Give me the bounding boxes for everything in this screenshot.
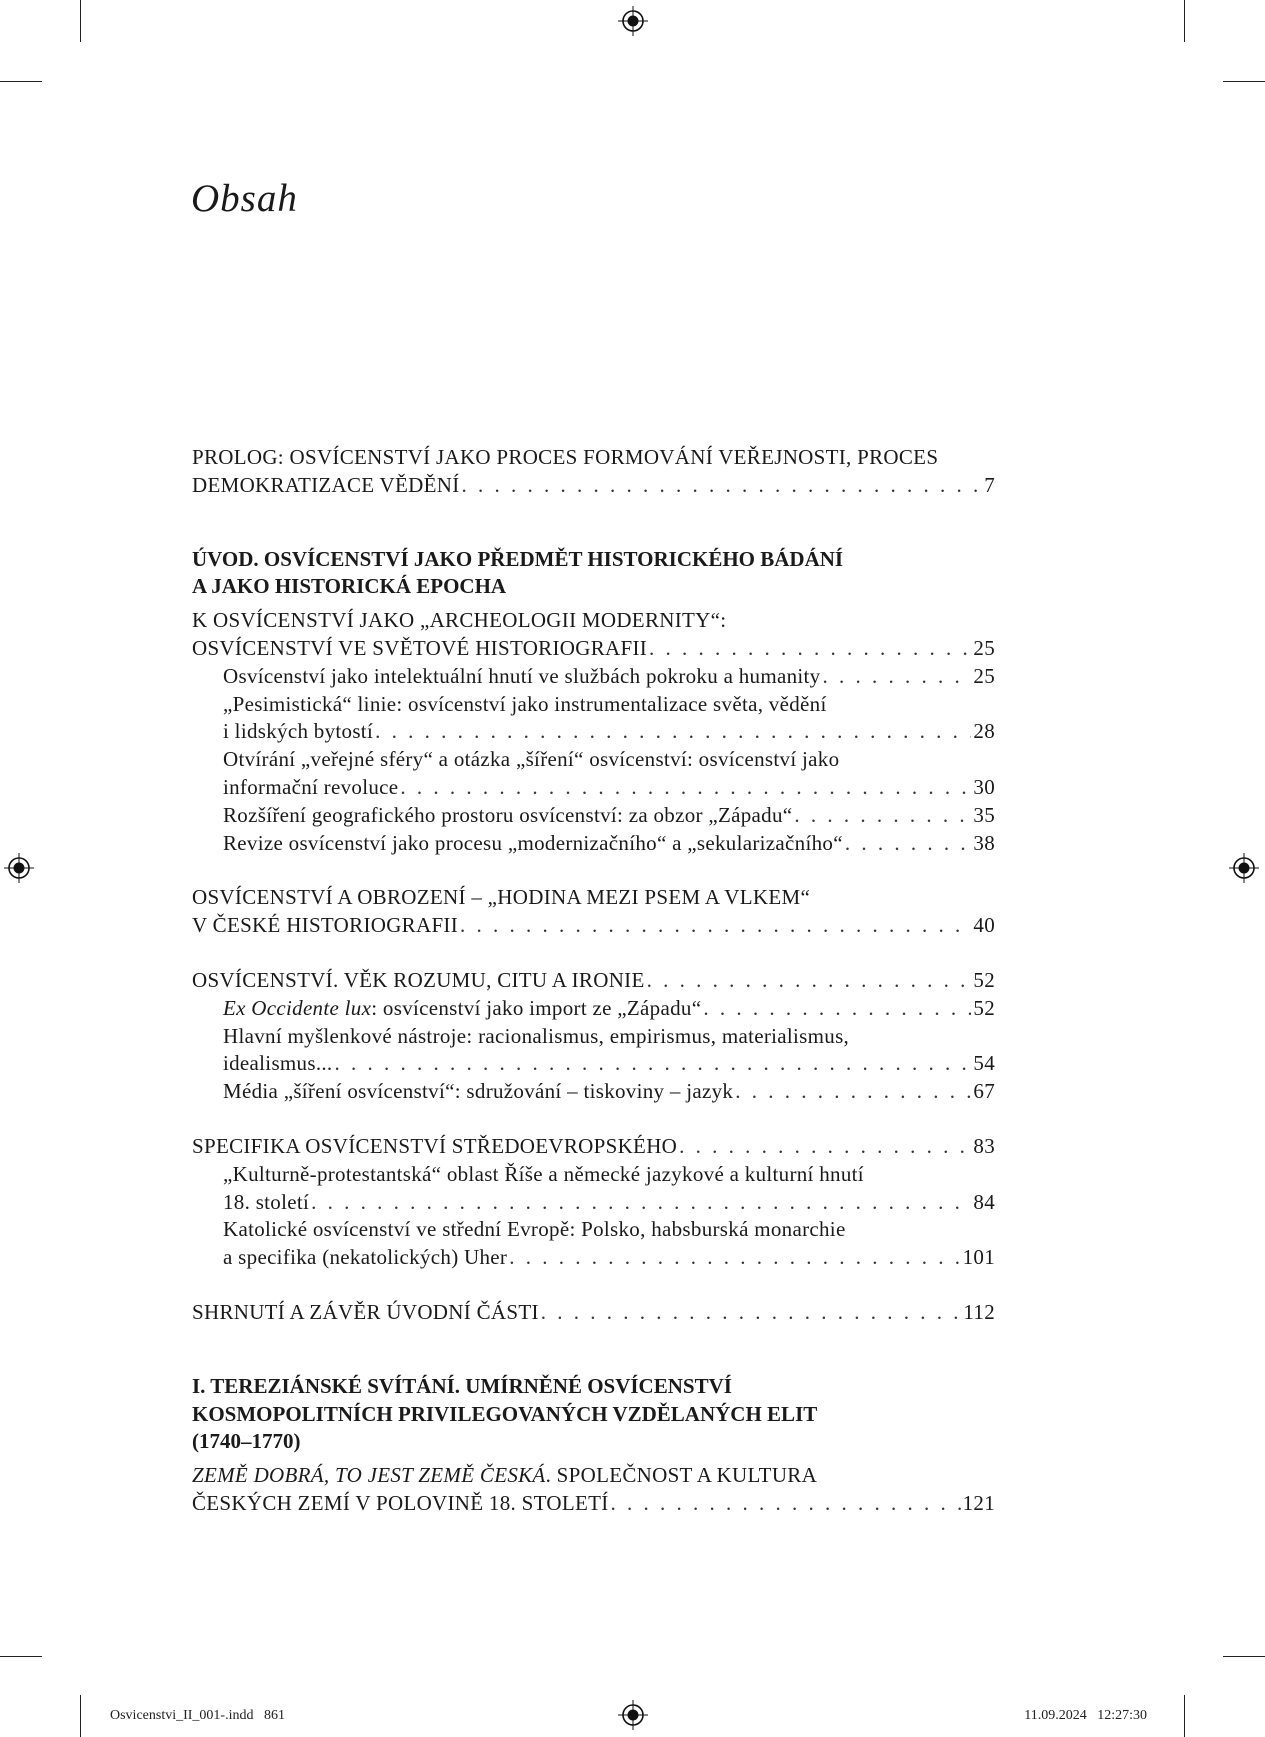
dot-leader bbox=[845, 830, 972, 858]
toc-entry-text: OSVÍCENSTVÍ. VĚK ROZUMU, CITU A IRONIE bbox=[192, 967, 645, 992]
toc-entry-text: Otvírání „veřejné sféry“ a otázka „šíření“ osvícenství: osvícenství jako bbox=[223, 747, 840, 772]
toc-entry-text: SPECIFIKA OSVÍCENSTVÍ STŘEDOEVROPSKÉHO bbox=[192, 1133, 678, 1158]
toc-entry-italic: Ex Occidente lux bbox=[223, 995, 372, 1020]
crop-mark bbox=[1223, 1656, 1265, 1657]
heading-line: ÚVOD. OSVÍCENSTVÍ JAKO PŘEDMĚT HISTORICKÉHO BÁDÁNÍ bbox=[192, 546, 844, 571]
toc-subentry[interactable] bbox=[192, 1161, 995, 1217]
page-number: 112 bbox=[963, 1299, 995, 1324]
dot-leader bbox=[509, 1244, 960, 1272]
toc-entry-text: Katolické osvícenství ve střední Evropě: Polsko, habsburská monarchie bbox=[223, 1217, 846, 1242]
toc-entry-zeme-dobra[interactable] bbox=[192, 1462, 995, 1518]
toc-entry-vek-rozumu[interactable] bbox=[192, 967, 995, 1106]
toc-entry-text: a specifika (nekatolických) Uher bbox=[223, 1245, 508, 1270]
page-number: 35 bbox=[973, 802, 995, 827]
toc-entry-text: informační revoluce bbox=[223, 774, 399, 799]
dot-leader bbox=[649, 635, 971, 663]
crop-mark bbox=[0, 1656, 42, 1657]
toc-entry-text: Rozšíření geografického prostoru osvícenství: za obzor „Západu“ bbox=[223, 802, 793, 827]
crop-mark bbox=[1184, 0, 1185, 42]
heading-line: I. TEREZIÁNSKÉ SVÍTÁNÍ. UMÍRNĚNÉ OSVÍCENSTVÍ bbox=[192, 1373, 732, 1398]
dot-leader bbox=[375, 718, 971, 746]
dot-leader bbox=[311, 1189, 971, 1217]
page-number: 84 bbox=[973, 1189, 995, 1214]
dot-leader bbox=[679, 1133, 971, 1161]
page-number: 30 bbox=[973, 774, 995, 799]
dot-leader bbox=[822, 663, 971, 691]
toc-subentry[interactable] bbox=[192, 1078, 995, 1106]
registration-mark-icon bbox=[618, 6, 648, 36]
toc-entry-text: Osvícenství jako intelektuální hnutí ve službách pokroku a humanity bbox=[223, 663, 821, 688]
dot-leader bbox=[611, 1490, 961, 1518]
heading-line: (1740–1770) bbox=[192, 1429, 301, 1454]
dot-leader bbox=[735, 1078, 971, 1106]
toc-entry-specifika[interactable] bbox=[192, 1133, 995, 1272]
registration-mark-icon bbox=[4, 853, 34, 883]
toc-subentry[interactable] bbox=[192, 1023, 995, 1079]
toc-entry-text: idealismus... bbox=[223, 1051, 333, 1076]
toc-entry-text: Média „šíření osvícenství“: sdružování – tiskoviny – jazyk bbox=[223, 1079, 734, 1104]
page-number: 7 bbox=[984, 472, 995, 497]
slug-file-info: Osvicenstvi_II_001-.indd 861 bbox=[110, 1708, 285, 1723]
toc-entry-text: DEMOKRATIZACE VĚDĚNÍ bbox=[192, 472, 460, 497]
crop-mark bbox=[1223, 81, 1265, 82]
dot-leader bbox=[400, 774, 971, 802]
toc-entry-text: i lidských bytostí bbox=[223, 719, 374, 744]
toc-entry-text bbox=[223, 995, 701, 1023]
toc-entry-text: „Pesimistická“ linie: osvícenství jako instrumentalizace světa, vědění bbox=[223, 691, 827, 716]
page-number: 83 bbox=[973, 1133, 995, 1158]
page-number: 28 bbox=[973, 719, 995, 744]
page-number: 67 bbox=[973, 1079, 995, 1104]
registration-mark-icon bbox=[618, 1700, 648, 1730]
page-number: 54 bbox=[973, 1051, 995, 1076]
crop-mark bbox=[80, 1695, 81, 1737]
toc-entry-obrozeni[interactable] bbox=[192, 884, 995, 940]
page-number: 121 bbox=[962, 1490, 995, 1515]
page-number: 40 bbox=[973, 913, 995, 938]
toc-entry-text: SHRNUTÍ A ZÁVĚR ÚVODNÍ ČÁSTI bbox=[192, 1299, 539, 1324]
crop-mark bbox=[1184, 1695, 1185, 1737]
toc-entry-prolog[interactable] bbox=[192, 444, 995, 500]
toc-entry-archeologie[interactable] bbox=[192, 607, 995, 857]
registration-mark-icon bbox=[1229, 853, 1259, 883]
slug-datetime: 11.09.2024 12:27:30 bbox=[1024, 1708, 1147, 1723]
dot-leader bbox=[334, 1050, 971, 1078]
toc-entry-shrnuti[interactable] bbox=[192, 1299, 995, 1327]
toc-entry-italic: ZEMĚ DOBRÁ, TO JEST ZEMĚ ČESKÁ bbox=[192, 1463, 546, 1488]
toc-entry-text: Revize osvícenství jako procesu „modernizačního“ a „sekularizačního“ bbox=[223, 830, 843, 855]
crop-mark bbox=[80, 0, 81, 42]
page-number: 52 bbox=[973, 967, 995, 992]
dot-leader bbox=[541, 1299, 962, 1327]
toc-entry-text: K OSVÍCENSTVÍ JAKO „ARCHEOLOGII MODERNITY“: bbox=[192, 608, 727, 633]
toc-entry-text: OSVÍCENSTVÍ VE SVĚTOVÉ HISTORIOGRAFII bbox=[192, 635, 648, 660]
toc-subentry[interactable] bbox=[192, 830, 995, 858]
page-number: 25 bbox=[973, 635, 995, 660]
toc-subentry[interactable] bbox=[192, 746, 995, 802]
dot-leader bbox=[460, 912, 971, 940]
page-number: 38 bbox=[973, 830, 995, 855]
toc-entry-text: 18. století bbox=[223, 1189, 310, 1214]
toc-entry-text: ČESKÝCH ZEMÍ V POLOVINĚ 18. STOLETÍ bbox=[192, 1490, 609, 1515]
dot-leader bbox=[462, 472, 983, 500]
page-title: Obsah bbox=[191, 177, 298, 220]
dot-leader bbox=[647, 967, 972, 995]
page-number: 101 bbox=[962, 1245, 995, 1270]
toc-entry-text: V ČESKÉ HISTORIOGRAFII bbox=[192, 913, 459, 938]
toc-subentry[interactable] bbox=[192, 995, 995, 1023]
page-number: 25 bbox=[973, 663, 995, 688]
section-heading-part-1 bbox=[192, 1373, 995, 1456]
toc-entry-text: OSVÍCENSTVÍ A OBROZENÍ – „HODINA MEZI PSEM A VLKEM“ bbox=[192, 885, 811, 910]
toc-subentry[interactable] bbox=[192, 1216, 995, 1272]
dot-leader bbox=[703, 995, 971, 1023]
heading-line: KOSMOPOLITNÍCH PRIVILEGOVANÝCH VZDĚLANÝCH ELIT bbox=[192, 1401, 818, 1426]
toc-entry-text: Hlavní myšlenkové nástroje: racionalismus, empirismus, materialismus, bbox=[223, 1023, 850, 1048]
toc-subentry[interactable] bbox=[192, 663, 995, 691]
page-number: 52 bbox=[973, 995, 995, 1020]
toc-subentry[interactable] bbox=[192, 691, 995, 747]
toc-entry-text: . SPOLEČNOST A KULTURA bbox=[545, 1463, 818, 1488]
toc-entry-text: „Kulturně-protestantská“ oblast Říše a německé jazykové a kulturní hnutí bbox=[223, 1161, 864, 1186]
toc-entry-text: PROLOG: OSVÍCENSTVÍ JAKO PROCES FORMOVÁNÍ VEŘEJNOSTI, PROCES bbox=[192, 445, 939, 469]
heading-line: A JAKO HISTORICKÁ EPOCHA bbox=[192, 574, 507, 599]
toc-entry-text: : osvícenství jako import ze „Západu“ bbox=[371, 995, 702, 1020]
crop-mark bbox=[0, 81, 42, 82]
dot-leader bbox=[794, 802, 971, 830]
toc-subentry[interactable] bbox=[192, 802, 995, 830]
table-of-contents bbox=[192, 444, 995, 1545]
section-heading-uvod bbox=[192, 546, 995, 602]
